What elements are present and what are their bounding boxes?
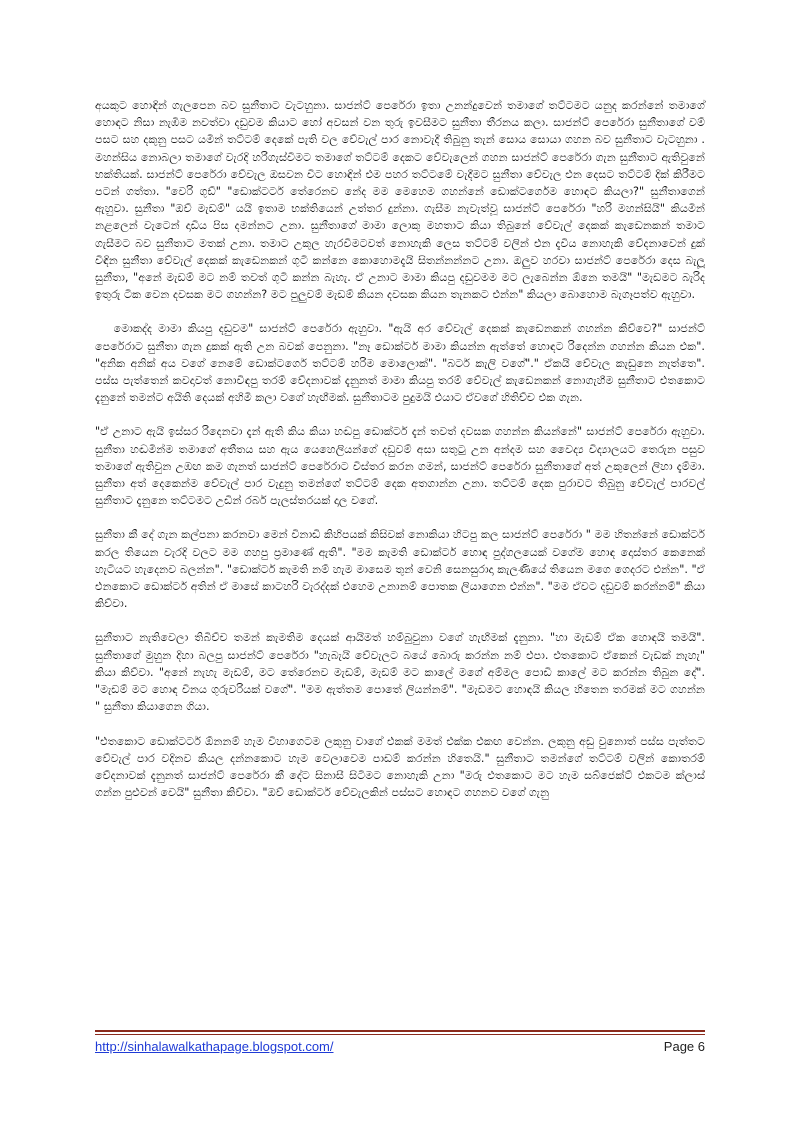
footer-blog-link[interactable]: http://sinhalawalkathapage.blogspot.com/ [95,1039,334,1054]
page-number: Page 6 [663,1039,705,1054]
footer-divider-thick [95,1030,705,1032]
paragraph-2: මොකද්ද මාමා කියපු දඩුවම" සාජන්ට් පෙරේරා ඇහුවා. "ඇයි අර වේවැල් දෙකක් කැඩෙනකන් ගහන්න කිව්වෙ?" සාජන්ට් පෙරේරාට සුනීතා ගැන දුකක් ඇති උන බවක් පෙනුනා. "නෑ ඩොක්ටර් මාමා කියන්න ඇත්තේ හොඳට රිදෙන්න ගහන්න කියන එක". "අනික අනික් අය වගේ නෙමේ ඩොක්ටර්ගෙ තට්ටම් හරිම මොලොක්". "බටර් කැලි වගේ"." ඒකයි වේවැල කැඩුනෙ නැත්තෙ". පස්ස පැත්තෙන් කවදාවත් නොවිඳපු තරම් වේදනාවක් දැනුනත් මාමා කියපු තරම් වේවැල් කැඩෙනකන් නොගැහීම සුනීතාට එතකොට දැනුනේ තමන්ට අයිති දෙයක් අහිමි කලා වගේ හැඟීමක්. සුනීතාටම පුදුමයි එයාට ඒවගේ හිතිච්ච එක ගැන. [95,322,709,405]
paragraph-3: "ඒ උනාට ඇයි ඉස්සර රිදෙනවා දැන් ඇති කිය කියා හඬපු ඩොක්ටර් දැන් තවත් දවසක ගහන්න කියන්නේ" සාජන්ට් පෙරේරා ඇහුවා. සුනීතා හඬමින්ම තමාගේ අතීතය සහ ඇය යෙහෙලියන්ගේ දඩුවම් අසා සතුටු උන අන්දම සහ වෛද්‍ය විද්‍යාලයට තෙරුන පසුව තමාගේ ඇතිවුන උඹඟ කම ගැනත් සාජන්ට් පෙරේරාට විස්තර කරන ගමන්, සාජන්ට් පෙරේරා සුනීතාගේ අත් උකුලෙන් ලිහා දැම්මා. සුනීතා අත් දෙකෙන්ම වේවැල් පාර වැදුනු තමන්ගේ තට්ටම් දෙක අතගාන්න උනා. තට්ටම් දෙක පුරාවට තිබුනු වේවැල් පාරවල් සුනීතාට දැනුනෙ තට්ටමට උඩින් රබර් පැලස්තරයක් දාල වගේ. [95,425,709,508]
paragraph-4: සුනීතා කී දේ ගැන කල්පනා කරනවා මෙන් විනාඩි කිහිපයක් කිසිවක් නොකියා හිටපු කල සාජන්ට් පෙරේරා " මම හිතන්නේ ඩොක්ටර් කරල තියෙන වැරදි වලට මම ගහපු ප්‍රමාණේ ඇති". "මම කැමති ඩොක්ටර් හොඳ පුද්ගලයෙක් වගේම හොඳ දොස්තර කෙනෙක් හැටියට හැදෙනව බලන්න". "ඩොක්ටර් කැමති නම් හැම මාසෙම තුන් වෙනි සෙනසුරාදා කැලණියේ තියෙන මගෙ ගෙදරට එන්න". "ඒ එනකොට ඩොක්ටර් අතින් ඒ මාසේ කාටහරි වැරද්දක් එහෙම උනානම් පොතක ලියාගෙන එන්න". "මම ඒවට දඩුවම් කරන්නම්" කියා කිව්වා. [95,528,709,611]
paragraph-1: අයකුට හොඳින් ගැලපෙන බව සුනීතාට වැටහුනා. සාජන්ට් පෙරේරා ඉතා උනන්දුවෙන් තමාගේ තට්ටමට යනුද කරන්නේ තමාගේ හොඳට නිසා නැඹීම නවත්වා දඩුවම කියාට හෝ අවසන් වන තුරු ඉවසීමට සුනීතා තීරනය කලා. සාජන්ට් පෙරේරා සුනීතාගේ වම් පසට සහ දකුනු පසට යමින් තට්ටම් දෙකේ පැති වල වේවැල් පාර නොවැදී තිබුනු තැන් සොය සොයා ගහන බව සුනීතාට වැටහුනා . මහන්සිය නොබලා තමාගේ වැරදි හරිගැස්වීමට තමාගේ තට්ටම් දෙකට වේවැලෙන් ගහන සාජන්ට් පෙරේරා ගැන සුනීතාට ඇතිවුනේ භක්තියක්. සාජන්ට් පෙරේරා වේවැල ඔසවන විට හොඳින් එම පහර තට්ටමේ වැදීමට සුනීතා වේවැල එන දෙසට තට්ටම් දික් කිරීමට පටන් ගත්තා. "වෙරි ගුඩ්" "ඩොක්ටර්ට තේරෙනව නේද මම මෙහෙම ගහන්නේ ඩොක්ටර්ගෙම හොඳට කියලා?" සුනීතාගෙන් ඇහුවා. සුනීතා "ඔව් මැඩම්" යයි ඉතාම භක්තියෙන් උත්තර දුන්නා. ගැසීම නැවැත්වූ සාජන්ට් පෙරේරා "හරි මහන්සියි" කියමින් නළලෙන් වැටෙන් දාඩිය පිස දමන්නට උනා. සුනීතාගේ මාමා ලොකු මහතාට කියා තිබුනේ වේවැල් දෙකක් කැඩෙනකන් තමාට ගැසීමට බව සුනීතාට මතක් උනා. තමාට උකුල හැරවීමටවත් නොහැකි ලෙස තට්ටම් වලින් එන දැවිය නොහැකි වේදනාවෙන් දුක් විඳින සුනීතා වේවැල් දෙකක් කැඩෙනකන් ගුටි කන්නෙ කොහොමදැයි සිතන්නන්නට උනා. ඔලුව හරවා සාජන්ට් පෙරේරා දෙස බැලූ සුනීතා, "අනේ මැඩම් මට නම් තවත් ගුටි කන්න බැහැ. ඒ උනාට මාමා කියපු දඩුවමම මට ලැබෙන්න ඕනෙ තමයි" "මැඩමට බැරිද ඉතුරු ටික වෙන දවසක මට ගහන්න? මට පුලුවම් මැඩම් කියන දවසක කියන තැනකට එන්න" කියලා බොහොම බැගෑපත්ව ඇහුවා. [95,99,709,302]
paragraph-6: "එතකොට ඩොක්ටර්ට ඕනනම් හැම විහාගෙටම ලකුනු වාගේ එකක් මමත් එක්ක එකඟ වෙන්න. ලකුනු අඩු වුනොත් පස්ස පැත්තට වේවැල් පාර වදිනව කියල දන්නකොට හැම වෙලාවෙම පාඩම් කරන්න හිතෙයි." සුනීතාට තමන්ගේ තට්ටම් වලින් කොතරම් වේදනාවක් දැනුනත් සාජන්ට් පෙරේරා කී දේට සිනාසී සිටීමට නොහැකි උනා "මරු එතකොට මට හැම සබ්ජෙක්ට් එකටම ක්ලාස් ගන්න පුළුවන් වෙයි" සුනීතා කිව්වා. "ඔව් ඩොක්ටර් වේවැලකින් පස්සට හොඳට ගහනව වගේ ගැනු [95,734,709,800]
page-body [95,97,709,818]
footer-divider-thin [95,1034,705,1035]
paragraph-5: සුනීතාට නැතිවෙලා තිබිච්ච තමන් කැමතිම දෙයක් ආයිමත් හම්බුවුනා වගේ හැඟීමක් දැනුනා. "හා මැඩම් ඒක හොඳයි තමයි". සුනීතාගේ මුහුන දිහා බලපු සාජන්ට් පෙරේරා "හැබැයි වේවැලට බයේ බොරු කරන්න නම් එපා. එතකොට ඒකෙන් වැඩක් නැහැ" කියා කිව්වා. "අනේ නැහැ මැඩම්, මට තේරෙනව මැඩම්, මැඩම් මට කාලේ මගේ අම්මල පොඩි කාලේ මට කරන්න තිබුන දේ". "මැඩම් මට හොඳ විනය ගුරුවරියක් වගේ". "මම ඇත්තම පොතේ ලියන්නම්". "මැඩමට හොඳයි කියල හිතෙන තරමක් මට ගහන්න " සුනීතා කියාගෙන ගියා. [95,631,709,714]
